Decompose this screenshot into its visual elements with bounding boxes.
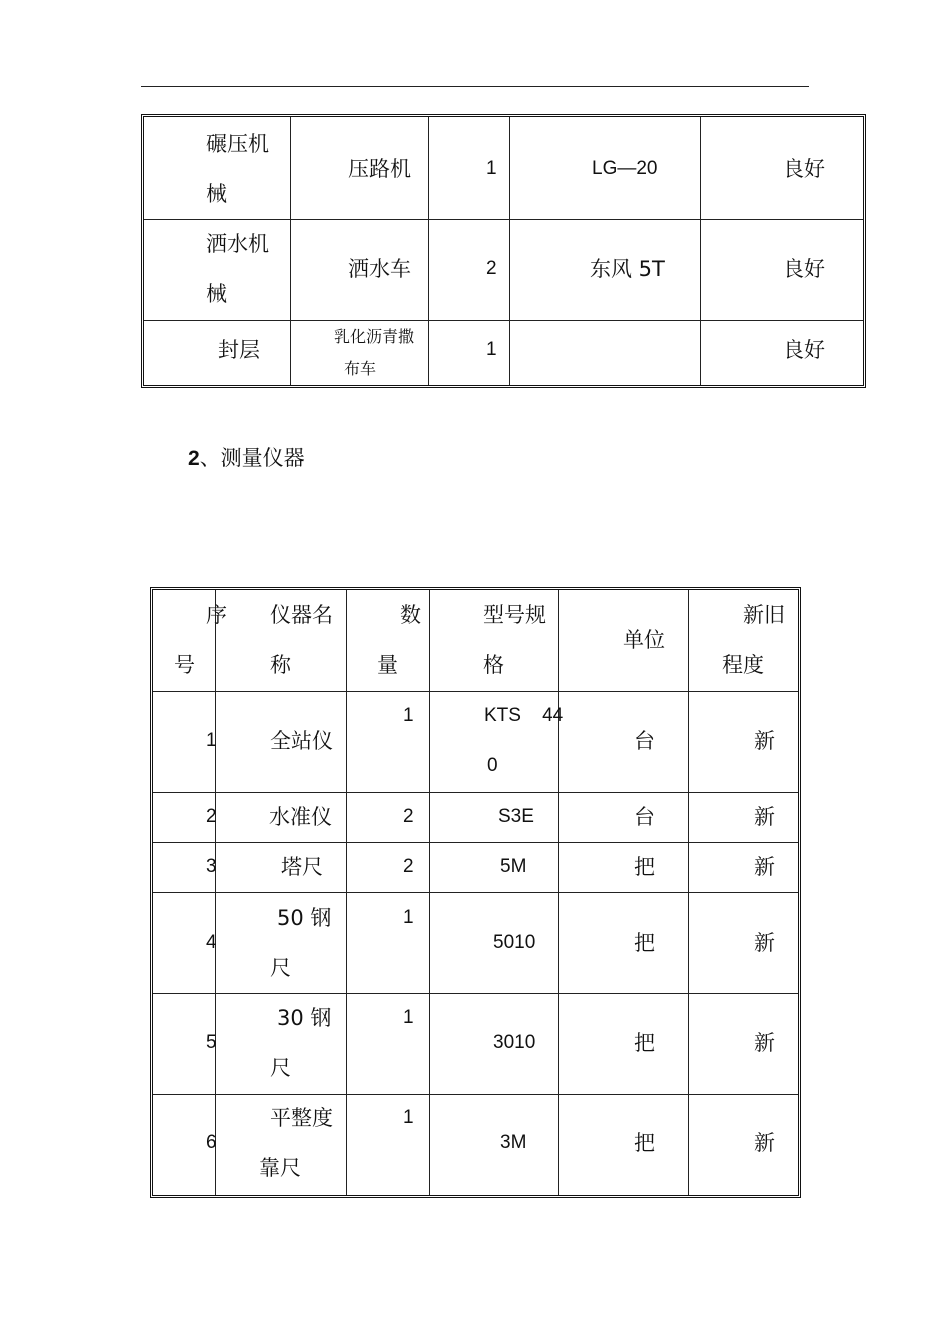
section-title: 、测量仪器 xyxy=(199,446,305,470)
equipment-name-cell: 洒水车 xyxy=(348,257,411,281)
instrument-name-cell-cont: 靠尺 xyxy=(259,1156,301,1180)
model-cell: 5010 xyxy=(493,932,536,953)
condition-cell: 新 xyxy=(754,805,775,829)
model-cell: 3010 xyxy=(493,1032,536,1053)
condition-cell: 新 xyxy=(754,729,775,753)
header-rule xyxy=(141,86,809,87)
instrument-table xyxy=(150,587,801,1198)
equipment-name-cell: 压路机 xyxy=(348,157,411,181)
equipment-name-cell-cont: 布车 xyxy=(344,359,377,378)
category-cell: 洒水机 xyxy=(206,232,269,256)
quantity-cell: 1 xyxy=(486,339,497,360)
instrument-name-cell: 全站仪 xyxy=(270,729,333,753)
condition-cell: 良好 xyxy=(783,257,825,281)
quantity-cell: 1 xyxy=(403,705,414,726)
instrument-name-cell-cont: 尺 xyxy=(270,1056,291,1080)
header-name: 仪器名 xyxy=(270,603,333,627)
model-cell: LG—20 xyxy=(592,158,658,179)
condition-cell: 新 xyxy=(754,855,775,879)
condition-cell: 新 xyxy=(754,931,775,955)
header-model-cont: 格 xyxy=(483,653,504,677)
category-cell-cont: 械 xyxy=(206,282,227,306)
header-condition-cont: 程度 xyxy=(722,653,764,677)
quantity-cell: 2 xyxy=(486,258,497,279)
category-cell: 碾压机 xyxy=(206,132,269,156)
seq-cell: 6 xyxy=(206,1132,217,1153)
seq-cell: 1 xyxy=(206,730,217,751)
header-seq: 序 xyxy=(206,603,227,627)
model-cell: 3M xyxy=(500,1132,527,1153)
unit-cell: 把 xyxy=(634,1131,655,1155)
model-cell-cont: 0 xyxy=(487,755,498,776)
header-unit: 单位 xyxy=(623,628,665,652)
instrument-name-cell-cont: 尺 xyxy=(270,956,291,980)
condition-cell: 新 xyxy=(754,1031,775,1055)
quantity-cell: 1 xyxy=(403,907,414,928)
seq-cell: 2 xyxy=(206,806,217,827)
model-cell: 5M xyxy=(500,856,527,877)
equipment-name-cell: 乳化沥青撒 xyxy=(334,327,415,346)
instrument-name-cell: 50 钢 xyxy=(277,906,332,930)
unit-cell: 把 xyxy=(634,855,655,879)
seq-cell: 4 xyxy=(206,932,217,953)
header-name-cont: 称 xyxy=(270,653,291,677)
quantity-cell: 2 xyxy=(403,856,414,877)
unit-cell: 台 xyxy=(634,805,655,829)
quantity-cell: 2 xyxy=(403,806,414,827)
instrument-name-cell: 30 钢 xyxy=(277,1006,332,1030)
header-qty: 数 xyxy=(400,603,421,627)
header-qty-cont: 量 xyxy=(377,653,398,677)
header-model: 型号规 xyxy=(483,603,546,627)
unit-cell: 把 xyxy=(634,1031,655,1055)
quantity-cell: 1 xyxy=(486,158,497,179)
condition-cell: 良好 xyxy=(783,338,825,362)
model-cell: S3E xyxy=(498,806,534,827)
condition-cell: 新 xyxy=(754,1131,775,1155)
model-cell: 东风 5T xyxy=(590,257,665,281)
quantity-cell: 1 xyxy=(403,1107,414,1128)
model-cell: KTS 44 xyxy=(484,705,564,726)
category-cell-cont: 械 xyxy=(206,182,227,206)
unit-cell: 台 xyxy=(634,729,655,753)
instrument-name-cell: 平整度 xyxy=(270,1106,333,1130)
equipment-table xyxy=(141,114,866,388)
seq-cell: 3 xyxy=(206,856,217,877)
unit-cell: 把 xyxy=(634,931,655,955)
instrument-name-cell: 水准仪 xyxy=(269,805,332,829)
section-heading xyxy=(188,440,305,477)
category-cell: 封层 xyxy=(218,338,260,362)
header-condition: 新旧 xyxy=(743,603,785,627)
header-seq-cont: 号 xyxy=(174,653,195,677)
section-number: 2 xyxy=(188,447,200,470)
seq-cell: 5 xyxy=(206,1032,217,1053)
condition-cell: 良好 xyxy=(783,157,825,181)
quantity-cell: 1 xyxy=(403,1007,414,1028)
instrument-name-cell: 塔尺 xyxy=(281,855,323,879)
